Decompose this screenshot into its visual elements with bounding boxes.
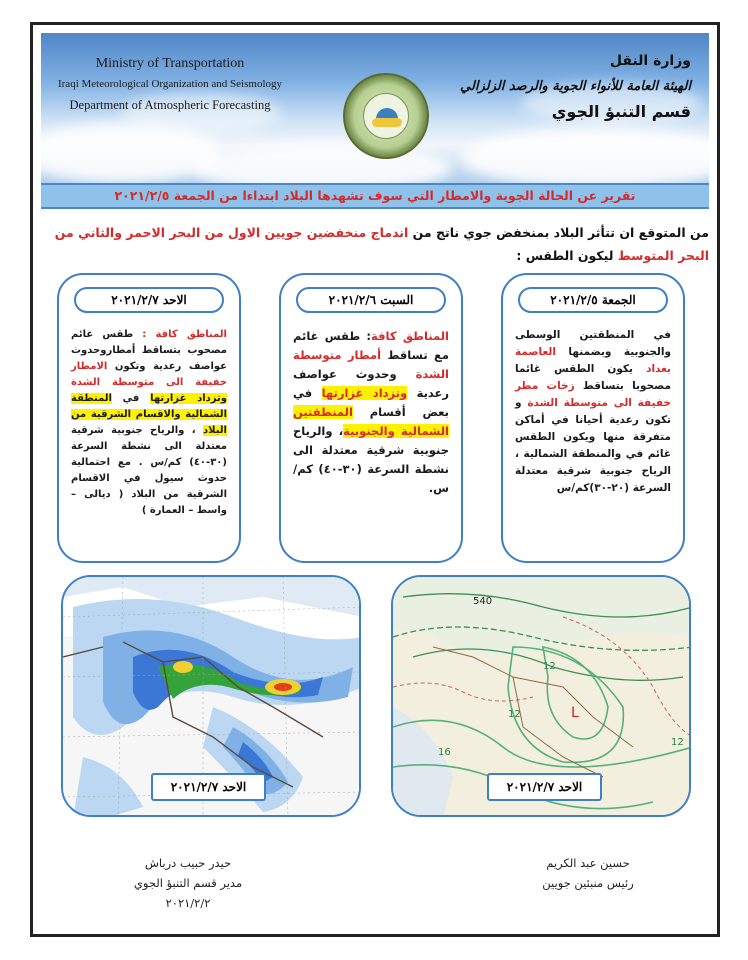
en-ministry: Ministry of Transportation bbox=[95, 56, 245, 71]
ar-organization: الهيئة العامة للأنواء الجوية والرصد الزلزالي bbox=[460, 79, 691, 94]
card-text: في المنطقتين الوسطى والجنوبية وبضمنها العاصمة بغداد يكون الطقس غائما مصحوبا بتساقط زخات مطر خفيفة الى متوسطة الشدة و تكون رعدية أحيانا في أماكن متفرقة منها ويكون الطقس غائم في والمنطقة الشمالية ، الرياح جنوبية شرقية معتدلة السرعة (٢٠-٣٠)كم/س bbox=[515, 329, 671, 494]
pressure-map bbox=[391, 575, 691, 817]
signature-title: مدير قسم التنبؤ الجوي bbox=[133, 876, 243, 890]
ar-department: قسم التنبؤ الجوي bbox=[551, 102, 691, 121]
signature-date: ٢٠٢١/٢/٢ bbox=[165, 896, 211, 910]
intro-text-1: من المتوقع ان تتأثر البلاد بمنخفض جوي ناتج من bbox=[408, 225, 709, 240]
report-title: تقرير عن الحالة الجوية والامطار التي سوف تشهدها البلاد ابتداءا من الجمعة ٢٠٢١/٢/٥ bbox=[41, 183, 709, 209]
intro-text-3: ليكون الطقس : bbox=[516, 248, 618, 263]
arabic-header bbox=[460, 49, 691, 124]
organization-logo bbox=[343, 73, 429, 159]
signature-title: رئيس منبئين جويين bbox=[542, 876, 634, 890]
intro-text-2: اندماج منخفضين جويين الاول من البحر الاحمر والثاني من البحر المتوسط bbox=[54, 225, 709, 263]
signature-chief-forecaster bbox=[503, 853, 673, 893]
contour-label: 16 bbox=[438, 747, 451, 758]
map-date-label: الاحد ٢٠٢١/٢/٧ bbox=[151, 773, 266, 801]
bulletin-frame bbox=[30, 22, 720, 937]
low-pressure-marker: L bbox=[571, 705, 579, 721]
contour-label: 12 bbox=[671, 737, 684, 748]
signature-department-director bbox=[103, 853, 273, 913]
contour-label: 12 bbox=[508, 709, 521, 720]
forecast-card-saturday bbox=[279, 273, 463, 563]
card-text: المناطق كافة: طقس غائم مع تساقط أمطار متوسطة الشدة وحدوث عواصف رعدية وتزداد غزارتها في بعض أقسام المنطقتين الشمالية والجنوبية، والرياح جنوبية شرقية معتدلة الى نشطة السرعة (٣٠-٤٠) كم/س. bbox=[293, 329, 450, 495]
card-date: الجمعة ٢٠٢١/٢/٥ bbox=[518, 287, 668, 313]
map-date-label: الاحد ٢٠٢١/٢/٧ bbox=[487, 773, 602, 801]
contour-label: 12 bbox=[543, 661, 556, 672]
en-organization: Iraqi Meteorological Organization and Seismology bbox=[57, 78, 283, 90]
ar-ministry: وزارة النقل bbox=[609, 53, 691, 69]
signature-name: حسين عبد الكريم bbox=[546, 856, 630, 870]
card-text: المناطق كافة : طقس غائم مصحوب بتساقط أمطاروحدوث عواصف رعدية وتكون الامطار خفيفة الى متوسطة الشدة وتزداد غزارتها في المنطقة الشمالية والاقسام الشرقية من البلاد ، والرياح جنوبية شرقية معتدلة الى نشطة السرعة (٣٠-٤٠) كم/س . مع احتمالية حدوث سيول في الاقسام الشرقية من البلاد ( ديالى – واسط – العمارة ) bbox=[71, 329, 227, 516]
precipitation-map bbox=[61, 575, 361, 817]
header-banner bbox=[41, 33, 709, 193]
card-date: السبت ٢٠٢١/٢/٦ bbox=[296, 287, 446, 313]
contour-label-540: 540 bbox=[473, 596, 493, 607]
en-department: Department of Atmospheric Forecasting bbox=[69, 98, 271, 112]
forecast-card-sunday bbox=[57, 273, 241, 563]
forecast-card-friday bbox=[501, 273, 685, 563]
card-date: الاحد ٢٠٢١/٢/٧ bbox=[74, 287, 224, 313]
intro-paragraph bbox=[45, 221, 709, 267]
signature-name: حيدر حبيب درباش bbox=[144, 856, 232, 870]
english-header bbox=[55, 53, 285, 116]
